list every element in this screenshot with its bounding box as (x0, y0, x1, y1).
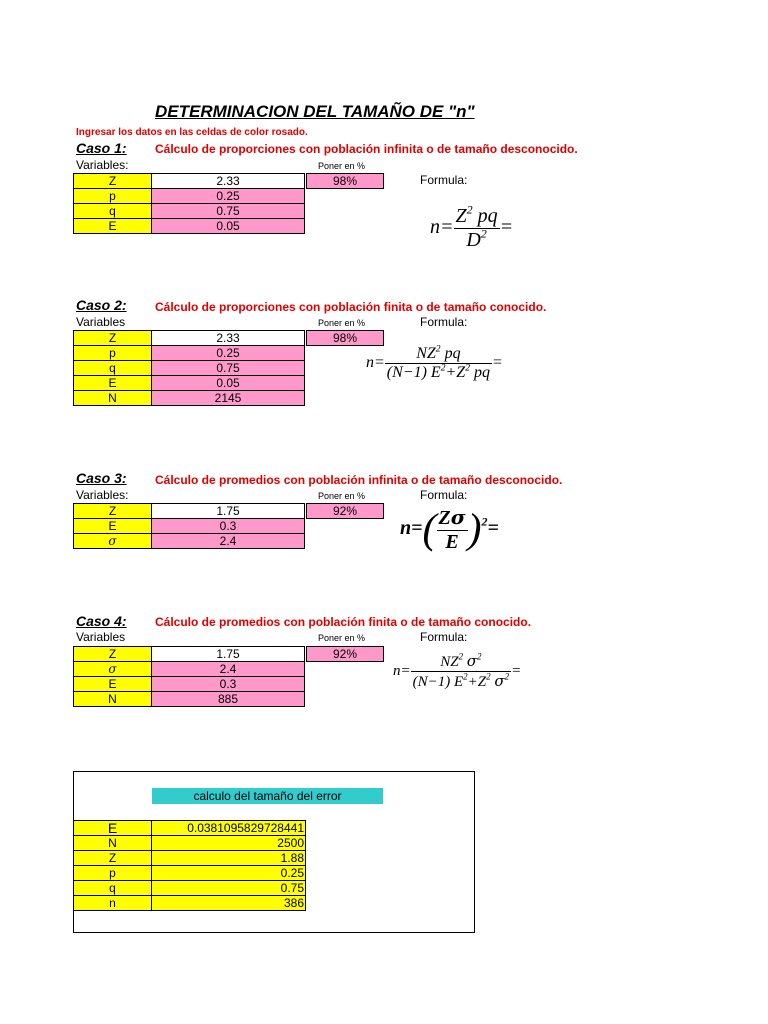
var-value: 2500 (152, 836, 306, 851)
table-row (74, 896, 306, 911)
caso2-description: Cálculo de proporciones con población finita o de tamaño conocido. (155, 300, 547, 314)
var-value-input[interactable]: 0.75 (152, 361, 305, 376)
caso1-description: Cálculo de proporciones con población infinita o de tamaño desconocido. (155, 142, 578, 156)
var-value-input[interactable]: 2.4 (152, 534, 305, 549)
table-row (74, 662, 305, 677)
table-row (74, 376, 305, 391)
table-row (74, 881, 306, 896)
var-value-input[interactable]: 0.05 (152, 376, 305, 391)
table-row (74, 391, 305, 406)
var-value-input[interactable]: 2.4 (152, 662, 305, 677)
error-calc-table (73, 820, 306, 911)
caso2-table (73, 330, 305, 406)
var-label: Z (74, 174, 152, 189)
caso2-title: Caso 2: (76, 297, 127, 313)
page-title: DETERMINACION DEL TAMAÑO DE "n" (155, 102, 475, 121)
var-label: E (74, 219, 152, 234)
var-label: σ (74, 662, 152, 677)
table-row (74, 189, 305, 204)
var-label: Z (74, 647, 152, 662)
var-label: Z (74, 504, 152, 519)
table-row (74, 519, 305, 534)
caso1-formula: n= $\frac{Z^2 pq}{D^2}$ = (430, 202, 514, 251)
var-value-input[interactable]: 1.75 (152, 647, 305, 662)
caso2-percent-input[interactable]: 98% (306, 330, 384, 346)
caso3-variables-label: Variables: (76, 488, 129, 502)
table-row (74, 677, 305, 692)
var-label: σ (74, 534, 152, 549)
var-label: E (74, 519, 152, 534)
caso3-formula: n=( $\frac{Z\sigma}{E}$ )$^2$= (400, 505, 499, 553)
table-row (74, 851, 306, 866)
var-label: E (74, 821, 152, 836)
var-value: 0.25 (152, 866, 306, 881)
var-value: 1.88 (152, 851, 306, 866)
var-value-input[interactable]: 0.75 (152, 204, 305, 219)
caso4-table (73, 646, 305, 707)
caso4-title: Caso 4: (76, 613, 127, 629)
caso3-table (73, 503, 305, 549)
table-row (74, 346, 305, 361)
caso4-formula: n= $\frac{NZ^2 \sigma^2}{(N-1) E^2+Z^2 \sigma^2}$ = (393, 651, 522, 690)
var-label: N (74, 391, 152, 406)
table-row (74, 331, 305, 346)
error-calc-title: calculo del tamaño del error (152, 788, 383, 804)
var-label: E (74, 376, 152, 391)
table-row (74, 504, 305, 519)
var-label: p (74, 866, 152, 881)
var-value-input[interactable]: 2.33 (152, 331, 305, 346)
var-value-input[interactable]: 2.33 (152, 174, 305, 189)
table-row (74, 361, 305, 376)
var-value: 386 (152, 896, 306, 911)
caso3-poner-label: Poner en % (318, 491, 366, 501)
table-row (74, 647, 305, 662)
var-value-input[interactable]: 0.05 (152, 219, 305, 234)
var-value-input[interactable]: 0.25 (152, 189, 305, 204)
var-value-input[interactable]: 0.3 (152, 519, 305, 534)
var-label: q (74, 881, 152, 896)
table-row (74, 534, 305, 549)
table-row (74, 821, 306, 836)
var-label: p (74, 189, 152, 204)
caso2-formula: n= $\frac{NZ^2 pq}{(N-1) E^2+Z^2 pq}$ = (366, 343, 503, 381)
caso1-poner-label: Poner en % (318, 161, 366, 171)
var-value-input[interactable]: 0.25 (152, 346, 305, 361)
caso3-description: Cálculo de promedios con población infinita o de tamaño desconocido. (155, 473, 563, 487)
caso1-formula-label: Formula: (420, 173, 468, 187)
var-label: N (74, 692, 152, 707)
caso3-title: Caso 3: (76, 470, 127, 486)
var-value-input[interactable]: 0.3 (152, 677, 305, 692)
table-row (74, 866, 306, 881)
table-row (74, 174, 305, 189)
caso4-formula-label: Formula: (420, 630, 468, 644)
var-value-input[interactable]: 2145 (152, 391, 305, 406)
caso2-variables-label: Variables (76, 315, 126, 329)
caso3-percent-input[interactable]: 92% (306, 503, 384, 519)
caso1-table (73, 173, 305, 234)
var-value: 0.0381095829728441 (152, 821, 306, 836)
caso2-poner-label: Poner en % (318, 318, 366, 328)
caso4-poner-label: Poner en % (318, 633, 366, 643)
var-label: N (74, 836, 152, 851)
caso4-description: Cálculo de promedios con población finita o de tamaño conocido. (155, 615, 532, 629)
var-label: n (74, 896, 152, 911)
var-value-input[interactable]: 885 (152, 692, 305, 707)
table-row (74, 219, 305, 234)
var-value: 0.75 (152, 881, 306, 896)
caso4-variables-label: Variables (76, 630, 126, 644)
var-value-input[interactable]: 1.75 (152, 504, 305, 519)
caso4-percent-input[interactable]: 92% (306, 646, 384, 662)
caso2-formula-label: Formula: (420, 315, 468, 329)
var-label: q (74, 204, 152, 219)
caso1-percent-input[interactable]: 98% (306, 173, 384, 189)
var-label: Z (74, 331, 152, 346)
instruction-note: Ingresar los datos en las celdas de color rosado. (76, 127, 308, 138)
var-label: p (74, 346, 152, 361)
table-row (74, 204, 305, 219)
var-label: E (74, 677, 152, 692)
var-label: q (74, 361, 152, 376)
caso1-title: Caso 1: (76, 140, 127, 156)
table-row (74, 692, 305, 707)
var-label: Z (74, 851, 152, 866)
table-row (74, 836, 306, 851)
caso3-formula-label: Formula: (420, 488, 468, 502)
caso1-variables-label: Variables: (76, 158, 129, 172)
